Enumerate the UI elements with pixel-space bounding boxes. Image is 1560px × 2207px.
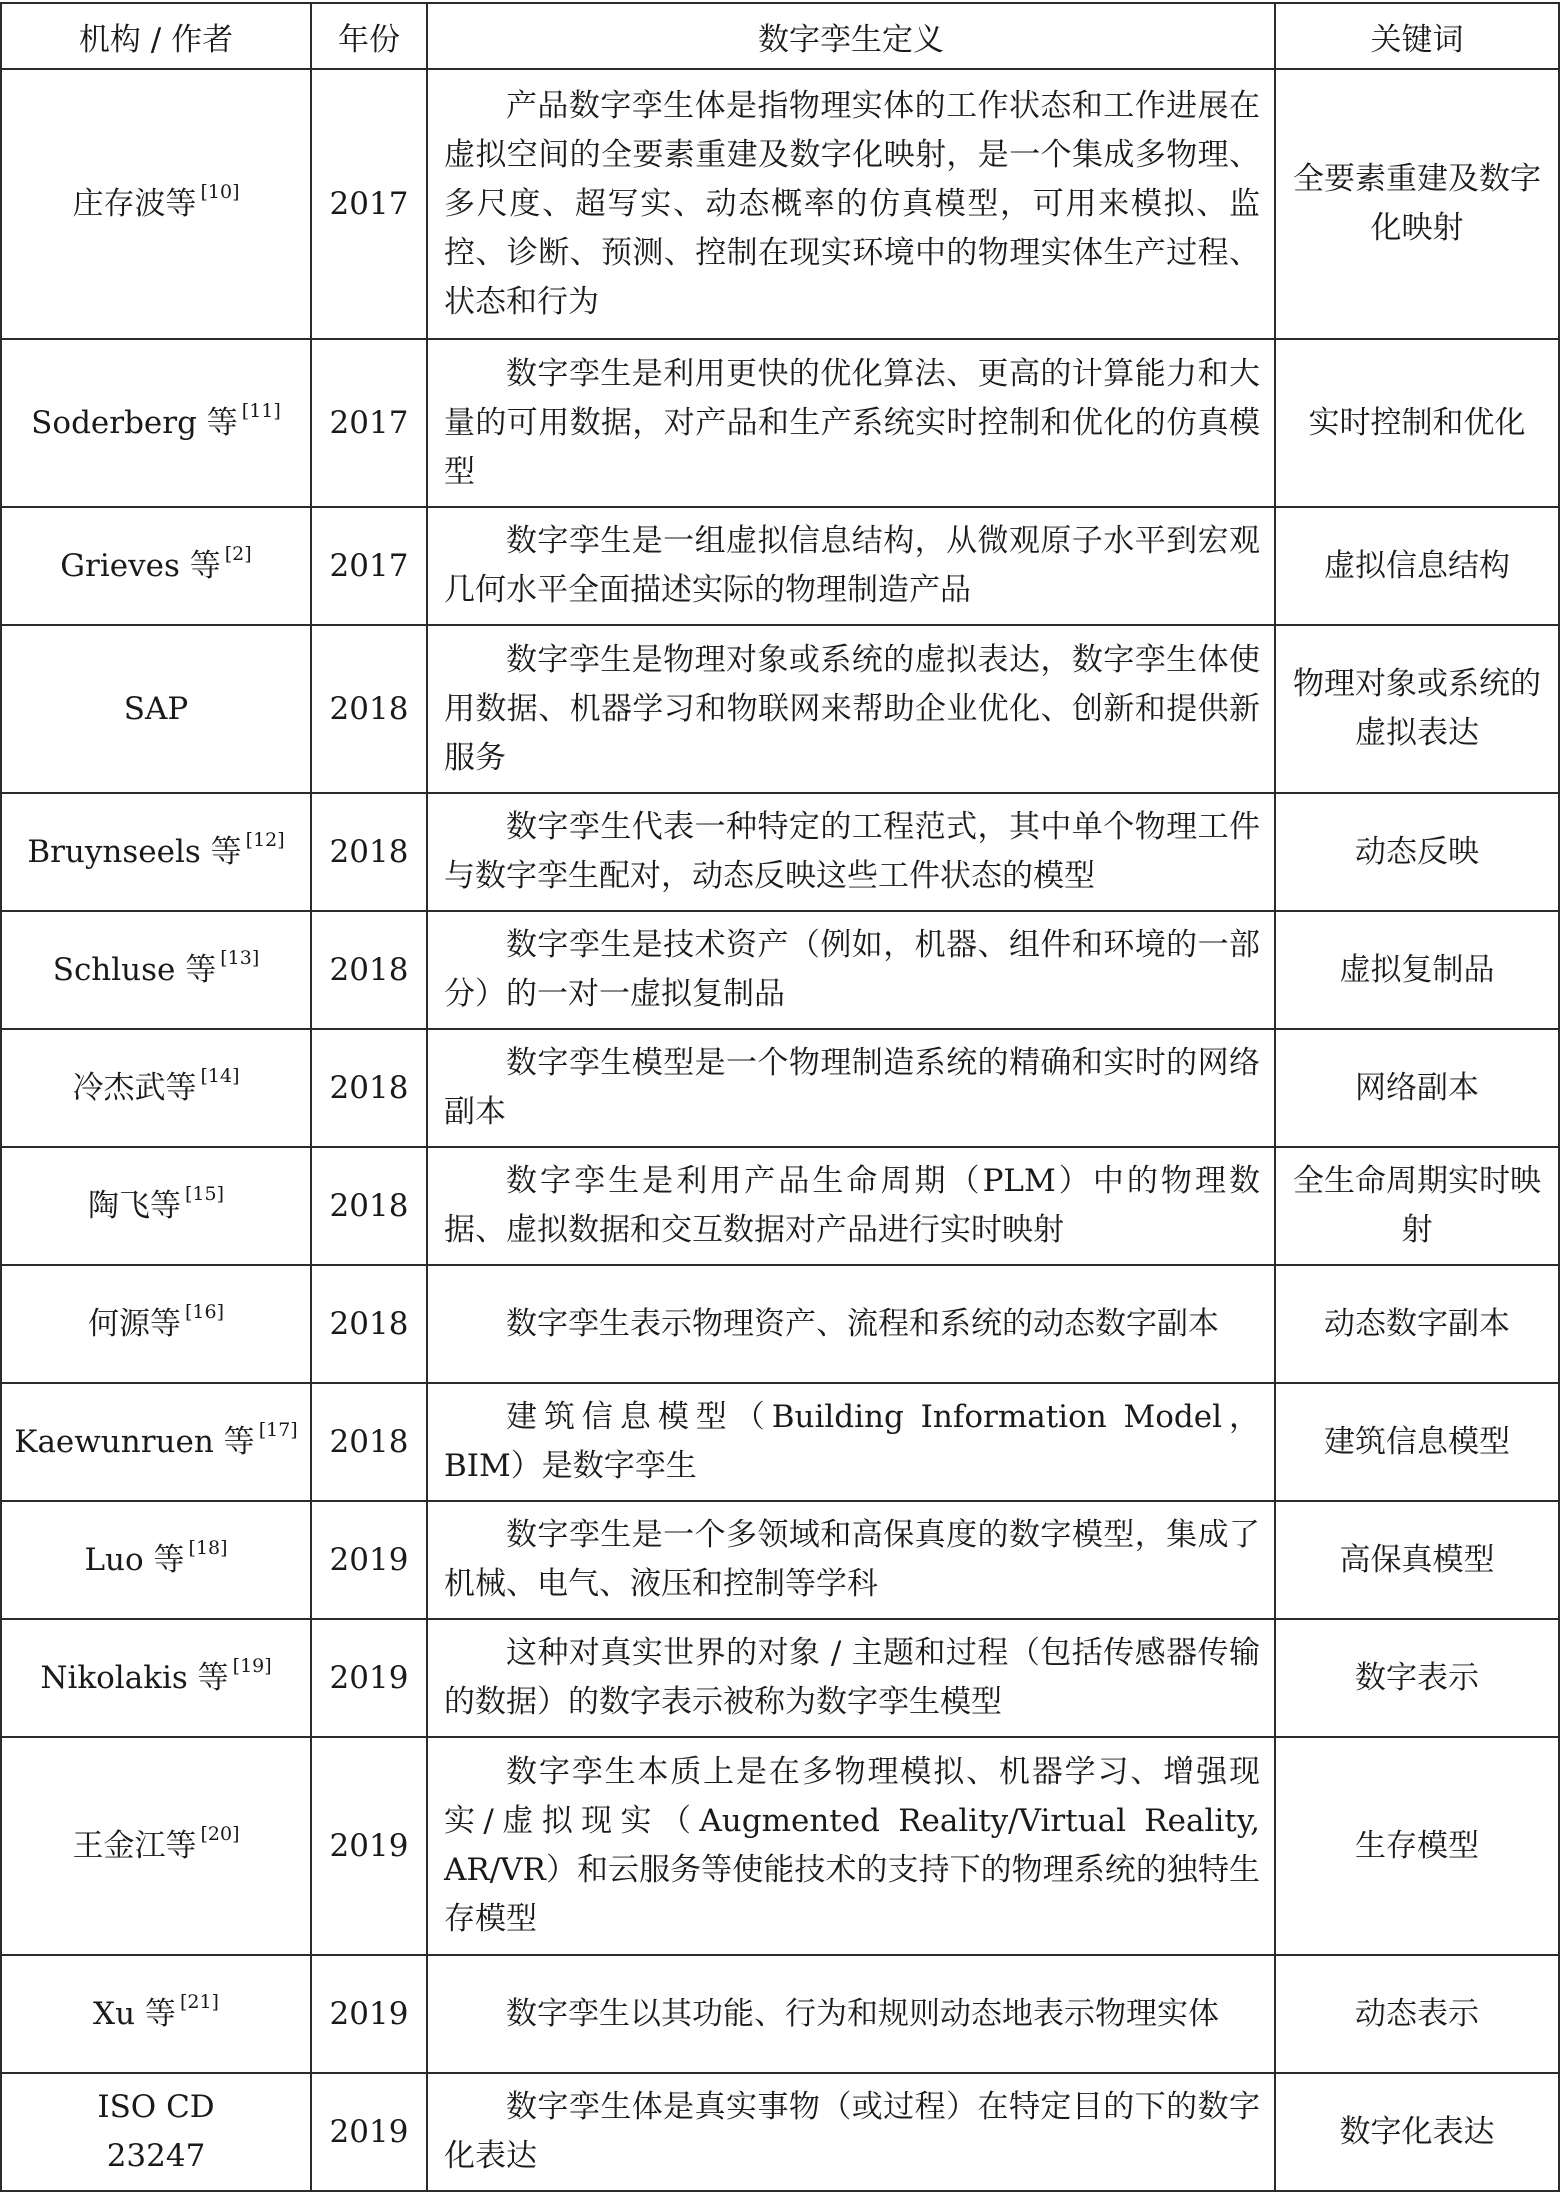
citation-ref: [2] bbox=[224, 543, 252, 566]
definition-cell bbox=[427, 625, 1275, 793]
keyword-cell: 全生命周期实时映射 bbox=[1275, 1147, 1559, 1265]
definition-text: 产品数字孪生体是指物理实体的工作状态和工作进展在虚拟空间的全要素重建及数字化映射，是一个集成多物理、多尺度、超写实、动态概率的仿真模型，可用来模拟、监控、诊断、预测、控制在现实环境中的物理实体生产过程、状态和行为 bbox=[444, 87, 1260, 320]
table-row bbox=[1, 1955, 1559, 2073]
year-cell: 2019 bbox=[311, 1737, 427, 1955]
author-cell bbox=[1, 339, 311, 507]
year-cell: 2018 bbox=[311, 793, 427, 911]
year-cell: 2018 bbox=[311, 625, 427, 793]
author-cell bbox=[1, 2073, 311, 2191]
definition-cell bbox=[427, 1383, 1275, 1501]
author-name-line2: 23247 bbox=[106, 2138, 206, 2174]
year-cell: 2019 bbox=[311, 1501, 427, 1619]
definition-cell bbox=[427, 911, 1275, 1029]
citation-ref: [17] bbox=[258, 1419, 298, 1442]
year-cell: 2018 bbox=[311, 1265, 427, 1383]
author-cell bbox=[1, 1147, 311, 1265]
table-row bbox=[1, 69, 1559, 339]
citation-ref: [14] bbox=[200, 1065, 240, 1088]
definition-text: 数字孪生以其功能、行为和规则动态地表示物理实体 bbox=[506, 1995, 1219, 2032]
definition-text: 数字孪生是利用产品生命周期（PLM）中的物理数据、虚拟数据和交互数据对产品进行实时映射 bbox=[444, 1163, 1260, 1248]
keyword-cell: 数字化表达 bbox=[1275, 2073, 1559, 2191]
author-cell bbox=[1, 1029, 311, 1147]
author-name: SAP bbox=[123, 690, 189, 727]
author-cell bbox=[1, 507, 311, 625]
author-cell bbox=[1, 1383, 311, 1501]
author-cell bbox=[1, 1501, 311, 1619]
table-row bbox=[1, 1029, 1559, 1147]
keyword-cell: 虚拟复制品 bbox=[1275, 911, 1559, 1029]
author-name: 冷杰武等 bbox=[72, 1069, 197, 1106]
author-name: Grieves 等 bbox=[60, 547, 221, 584]
keyword-cell: 建筑信息模型 bbox=[1275, 1383, 1559, 1501]
year-cell: 2018 bbox=[311, 1029, 427, 1147]
author-name: 王金江等 bbox=[72, 1827, 197, 1864]
definition-text: 数字孪生是一组虚拟信息结构，从微观原子水平到宏观几何水平全面描述实际的物理制造产品 bbox=[444, 523, 1260, 608]
keyword-cell: 动态数字副本 bbox=[1275, 1265, 1559, 1383]
year-cell: 2017 bbox=[311, 339, 427, 507]
definition-text: 这种对真实世界的对象 / 主题和过程（包括传感器传输的数据）的数字表示被称为数字孪生模型 bbox=[444, 1635, 1260, 1720]
header-row bbox=[1, 3, 1559, 69]
author-name: 何源等 bbox=[87, 1305, 181, 1342]
table-row bbox=[1, 1619, 1559, 1737]
author-cell bbox=[1, 1619, 311, 1737]
citation-ref: [18] bbox=[188, 1537, 228, 1560]
table-row bbox=[1, 911, 1559, 1029]
table-row bbox=[1, 339, 1559, 507]
author-name: Xu 等 bbox=[93, 1995, 176, 2032]
definition-cell bbox=[427, 507, 1275, 625]
year-cell: 2017 bbox=[311, 69, 427, 339]
table-row bbox=[1, 625, 1559, 793]
definition-text: 数字孪生是物理对象或系统的虚拟表达，数字孪生体使用数据、机器学习和物联网来帮助企业优化、创新和提供新服务 bbox=[444, 641, 1260, 776]
author-cell bbox=[1, 1265, 311, 1383]
definition-text: 数字孪生是利用更快的优化算法、更高的计算能力和大量的可用数据，对产品和生产系统实时控制和优化的仿真模型 bbox=[444, 355, 1260, 490]
definition-cell bbox=[427, 1955, 1275, 2073]
citation-ref: [10] bbox=[200, 181, 240, 204]
table-row bbox=[1, 1147, 1559, 1265]
year-cell: 2019 bbox=[311, 2073, 427, 2191]
author-name: Luo 等 bbox=[84, 1541, 185, 1578]
definition-cell bbox=[427, 2073, 1275, 2191]
year-cell: 2018 bbox=[311, 911, 427, 1029]
definition-text: 数字孪生本质上是在多物理模拟、机器学习、增强现实/虚拟现实（Augmented Reality/Virtual Reality, AR/VR）和云服务等使能技术的支持下的物理系统的独特生存模型 bbox=[444, 1754, 1260, 1937]
citation-ref: [19] bbox=[232, 1655, 272, 1678]
author-cell bbox=[1, 625, 311, 793]
definition-text: 数字孪生模型是一个物理制造系统的精确和实时的网络副本 bbox=[444, 1045, 1260, 1130]
header-definition: 数字孪生定义 bbox=[427, 3, 1275, 69]
definition-text: 数字孪生是技术资产（例如，机器、组件和环境的一部分）的一对一虚拟复制品 bbox=[444, 927, 1260, 1012]
author-cell bbox=[1, 1737, 311, 1955]
citation-ref: [12] bbox=[245, 829, 285, 852]
definition-cell bbox=[427, 1029, 1275, 1147]
year-cell: 2019 bbox=[311, 1619, 427, 1737]
author-name: Schluse 等 bbox=[52, 951, 217, 988]
table-row bbox=[1, 1737, 1559, 1955]
citation-ref: [13] bbox=[220, 947, 260, 970]
keyword-cell: 动态反映 bbox=[1275, 793, 1559, 911]
definition-text: 建筑信息模型（Building Information Model，BIM）是数字孪生 bbox=[444, 1399, 1260, 1484]
author-name: Bruynseels 等 bbox=[27, 833, 242, 870]
author-cell bbox=[1, 69, 311, 339]
keyword-cell: 全要素重建及数字化映射 bbox=[1275, 69, 1559, 339]
definition-cell bbox=[427, 1737, 1275, 1955]
definition-cell bbox=[427, 1147, 1275, 1265]
table-row bbox=[1, 1383, 1559, 1501]
author-name: Soderberg 等 bbox=[31, 404, 238, 441]
author-name: 陶飞等 bbox=[87, 1187, 181, 1224]
keyword-cell: 高保真模型 bbox=[1275, 1501, 1559, 1619]
definition-cell bbox=[427, 793, 1275, 911]
author-name: Nikolakis 等 bbox=[40, 1659, 229, 1696]
table-row bbox=[1, 507, 1559, 625]
author-name: 庄存波等 bbox=[72, 185, 197, 222]
header-year: 年份 bbox=[311, 3, 427, 69]
year-cell: 2017 bbox=[311, 507, 427, 625]
definition-text: 数字孪生是一个多领域和高保真度的数字模型，集成了机械、电气、液压和控制等学科 bbox=[444, 1517, 1260, 1602]
definition-cell bbox=[427, 1501, 1275, 1619]
definition-cell bbox=[427, 1619, 1275, 1737]
table-row bbox=[1, 1501, 1559, 1619]
keyword-cell: 动态表示 bbox=[1275, 1955, 1559, 2073]
keyword-cell: 数字表示 bbox=[1275, 1619, 1559, 1737]
author-cell bbox=[1, 911, 311, 1029]
digital-twin-definitions-table bbox=[0, 2, 1560, 2192]
citation-ref: [21] bbox=[179, 1991, 219, 2014]
author-name: ISO CD bbox=[97, 2089, 215, 2125]
definition-text: 数字孪生体是真实事物（或过程）在特定目的下的数字化表达 bbox=[444, 2089, 1260, 2174]
author-cell bbox=[1, 1955, 311, 2073]
header-author: 机构 / 作者 bbox=[1, 3, 311, 69]
citation-ref: [16] bbox=[184, 1301, 224, 1324]
definition-cell bbox=[427, 339, 1275, 507]
keyword-cell: 虚拟信息结构 bbox=[1275, 507, 1559, 625]
year-cell: 2018 bbox=[311, 1147, 427, 1265]
keyword-cell: 物理对象或系统的虚拟表达 bbox=[1275, 625, 1559, 793]
keyword-cell: 实时控制和优化 bbox=[1275, 339, 1559, 507]
definition-cell bbox=[427, 1265, 1275, 1383]
author-cell bbox=[1, 793, 311, 911]
keyword-cell: 生存模型 bbox=[1275, 1737, 1559, 1955]
citation-ref: [20] bbox=[200, 1823, 240, 1846]
table-row bbox=[1, 1265, 1559, 1383]
definition-cell bbox=[427, 69, 1275, 339]
definition-text: 数字孪生表示物理资产、流程和系统的动态数字副本 bbox=[506, 1305, 1219, 1342]
citation-ref: [15] bbox=[184, 1183, 224, 1206]
definition-text: 数字孪生代表一种特定的工程范式，其中单个物理工件与数字孪生配对，动态反映这些工件状态的模型 bbox=[444, 809, 1260, 894]
citation-ref: [11] bbox=[241, 400, 281, 423]
table-row bbox=[1, 2073, 1559, 2191]
keyword-cell: 网络副本 bbox=[1275, 1029, 1559, 1147]
table-row bbox=[1, 793, 1559, 911]
header-keyword: 关键词 bbox=[1275, 3, 1559, 69]
year-cell: 2018 bbox=[311, 1383, 427, 1501]
author-name: Kaewunruen 等 bbox=[14, 1423, 255, 1460]
year-cell: 2019 bbox=[311, 1955, 427, 2073]
